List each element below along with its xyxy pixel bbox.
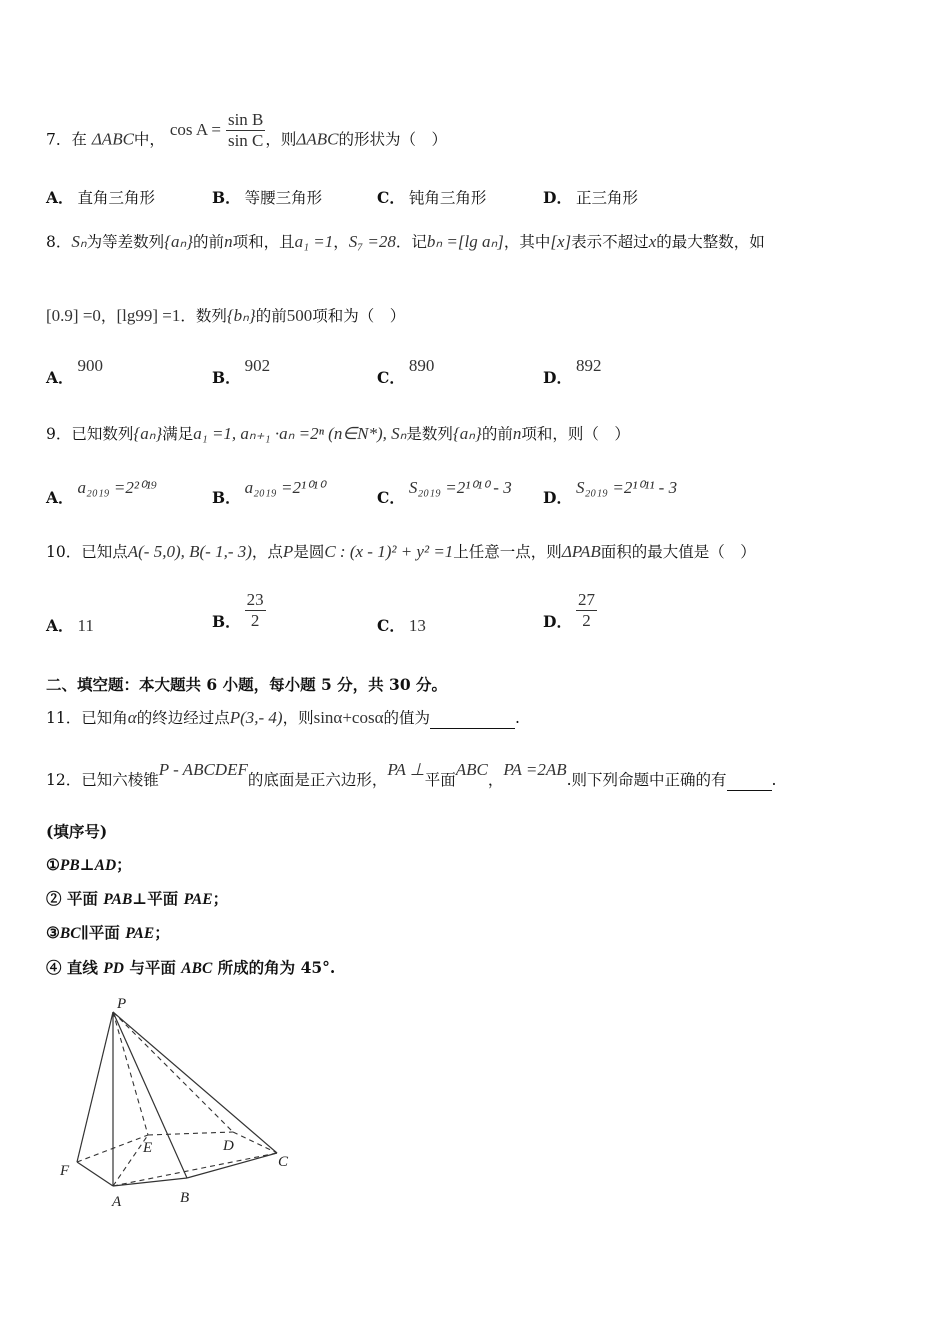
q8-option-d: D．892 bbox=[543, 356, 602, 387]
edge-PE bbox=[113, 1012, 148, 1135]
label-C: C bbox=[278, 1154, 289, 1170]
edge-BC bbox=[187, 1153, 277, 1178]
q7-fraction: $\frac{\text{sin B}}{\text{sin C}}$ bbox=[227, 110, 264, 150]
q12-hint: (填序号) bbox=[46, 822, 108, 841]
q7-option-b: B． 等腰三角形 bbox=[212, 188, 323, 207]
label-D: D bbox=[223, 1138, 234, 1154]
q7-option-d: D． 正三角形 bbox=[543, 188, 638, 207]
label-A: A bbox=[112, 1194, 122, 1210]
q8-option-c: C．890 bbox=[377, 356, 435, 387]
q7-option-a: A． 直角三角形 bbox=[46, 188, 156, 207]
q9-option-c: C．S₂₀₁₉ =2¹⁰¹⁰ - 3 bbox=[377, 478, 512, 507]
q12-item-4: ④ 直线 PD 与平面 ABC 所成的角为 45°. bbox=[46, 958, 336, 977]
q8-stem-line2: [0.9] =0，[lg99] =1．数列{bₙ}的前500项和为（ ） bbox=[46, 306, 406, 325]
edge-ED bbox=[148, 1132, 233, 1135]
edge-DC bbox=[233, 1132, 277, 1153]
q9-option-a: A．a₂₀₁₉ =2²⁰¹⁹ bbox=[46, 478, 157, 507]
label-F: F bbox=[60, 1163, 70, 1179]
q12-item-3: ③BC∥平面 PAE； bbox=[46, 923, 170, 942]
label-B: B bbox=[180, 1190, 190, 1206]
pyramid-figure bbox=[55, 990, 305, 1215]
q10-option-d: D． $\frac{27}{2}$ bbox=[543, 590, 595, 631]
q12-item-2: ② 平面 PAB⊥平面 PAE； bbox=[46, 889, 229, 908]
q7-stem: 7．在 ΔABC中， cos A = $\frac{\text{sin B}}{\text{sin C}}$ ，则ΔABC的形状为（ ） bbox=[46, 110, 448, 150]
q8-stem-line1: 8．Sₙ为等差数列{aₙ}的前n项和，且a₁ =1，S₇ =28．记bₙ =[lg aₙ]，其中[x]表示不超过x的最大整数，如 bbox=[46, 232, 765, 251]
edge-AC bbox=[113, 1153, 277, 1186]
edge-AB bbox=[113, 1178, 187, 1186]
q7-option-c: C． 钝角三角形 bbox=[377, 188, 487, 207]
q12-item-1: ①PB⊥AD； bbox=[46, 855, 132, 874]
label-P: P bbox=[117, 996, 127, 1012]
q9-stem: 9．已知数列{aₙ}满足a₁ =1, aₙ₊₁ ·aₙ =2ⁿ (n∈N*), Sₙ是数列{aₙ}的前n项和，则（ ） bbox=[46, 424, 630, 443]
edge-PF bbox=[77, 1012, 113, 1162]
edge-FA bbox=[77, 1162, 113, 1186]
q10-option-b: B． $\frac{23}{2}$ bbox=[212, 590, 264, 631]
q10-option-a: A． 11 bbox=[46, 616, 94, 635]
q8-option-a: A．900 bbox=[46, 356, 104, 387]
label-E: E bbox=[143, 1140, 153, 1156]
edge-PD bbox=[113, 1012, 233, 1132]
q10-stem: 10．已知点A(- 5,0), B(- 1,- 3)，点P是圆C : (x - 1)² + y² =1上任意一点，则ΔPAB面积的最大值是（ ） bbox=[46, 542, 756, 561]
q10-option-c: C． 13 bbox=[377, 616, 426, 635]
q12-stem: 12．已知六棱锥P - ABCDEF的底面是正六边形，PA ⊥平面ABC，PA =2AB.则下列命题中正确的有 . bbox=[46, 760, 777, 789]
q11-stem: 11．已知角α的终边经过点P(3,- 4)，则sinα+cosα的值为 . bbox=[46, 708, 520, 727]
q9-option-b: B．a₂₀₁₉ =2¹⁰¹⁰ bbox=[212, 478, 325, 507]
edge-PC bbox=[113, 1012, 277, 1153]
q12-answer-blank[interactable] bbox=[727, 770, 772, 791]
q9-option-d: D．S₂₀₁₉ =2¹⁰¹¹ - 3 bbox=[543, 478, 678, 507]
q8-option-b: B．902 bbox=[212, 356, 271, 387]
q11-answer-blank[interactable] bbox=[430, 708, 515, 729]
section-heading: 二、填空题：本大题共 6 小题，每小题 5 分，共 30 分。 bbox=[46, 675, 448, 694]
